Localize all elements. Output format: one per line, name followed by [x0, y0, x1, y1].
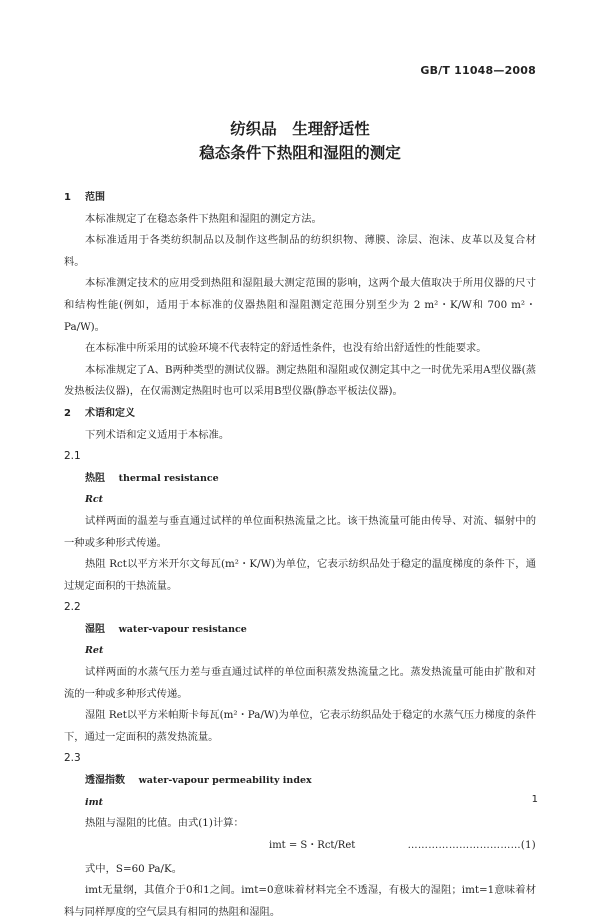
term-english: water-vapour resistance: [118, 623, 247, 635]
term-english: thermal resistance: [118, 472, 219, 484]
term-symbol: Rct: [85, 494, 104, 506]
section-number: 2: [64, 407, 71, 419]
term-symbol: Ret: [85, 645, 104, 657]
term-chinese: 热阻: [85, 472, 105, 484]
section-1-heading: [64, 187, 536, 209]
term-definition: 试样两面的水蒸气压力差与垂直通过试样的单位面积蒸发热流量之比。蒸发热流量可能由扩散和对流的一种或多种形式传递。: [64, 666, 536, 700]
scope-paragraph-2: 本标准适用于各类纺织制品以及制作这些制品的纺织织物、薄膜、涂层、泡沫、皮革以及复合材料。: [64, 234, 536, 268]
section-2-heading: [64, 403, 536, 425]
term-heading: [64, 619, 536, 641]
term-heading: [64, 770, 536, 792]
term-heading: [64, 468, 536, 490]
section-title: 术语和定义: [85, 407, 135, 419]
clause-number: 2.3: [64, 752, 81, 765]
formula-expression: imt = S・Rct/Ret: [269, 839, 356, 851]
section-title: 范围: [85, 192, 105, 203]
term-english: water-vapour permeability index: [138, 775, 312, 787]
term-definition: 热阻与湿阻的比值。由式(1)计算：: [85, 817, 244, 830]
title-line-2: 稳态条件下热阻和湿阻的测定: [199, 144, 401, 162]
clause-number: 2.1: [64, 450, 81, 463]
equation-number: ……………………………(1): [407, 839, 536, 851]
formula-where: 式中，S=60 Pa/K。: [85, 862, 183, 875]
term-note: imt无量纲，其值介于0和1之间。imt=0意味着材料完全不透湿，有极大的湿阻；imt=1意味着材料与同样厚度的空气层具有相同的热阻和湿阻。: [64, 884, 536, 918]
term-definition: 试样两面的温差与垂直通过试样的单位面积热流量之比。该干热流量可能由传导、对流、辐射中的一种或多种形式传递。: [64, 514, 536, 549]
document-body: [64, 187, 536, 924]
title-line-1: 纺织品 生理舒适性: [230, 120, 370, 138]
term-symbol: imt: [85, 796, 104, 808]
term-chinese: 透湿指数: [85, 775, 125, 787]
term-chinese: 湿阻: [85, 623, 105, 635]
scope-paragraph-1: 本标准规定了在稳态条件下热阻和湿阻的测定方法。: [85, 212, 322, 225]
section-number: 1: [64, 192, 71, 203]
scope-paragraph-3: 本标准测定技术的应用受到热阻和湿阻最大测定范围的影响，这两个最大值取决于所用仪器的尺寸和结构性能(例如，适用于本标准的仪器热阻和湿阻测定范围分别至少为 2 m²・K/W和 700 m²・Pa/W)。: [64, 277, 536, 333]
terms-intro: 下列术语和定义适用于本标准。: [85, 428, 230, 441]
formula-block: [64, 835, 536, 859]
document-title: [0, 117, 600, 165]
page-number: 1: [531, 794, 538, 805]
scope-paragraph-5: 本标准规定了A、B两种类型的测试仪器。测定热阻和湿阻或仅测定其中之一时优先采用A型仪器(蒸发热板法仪器)，在仅需测定热阻时也可以采用B型仪器(静态平板法仪器)。: [64, 363, 536, 398]
standard-number: GB/T 11048—2008: [420, 64, 536, 77]
clause-number: 2.2: [64, 601, 81, 614]
scope-paragraph-4: 在本标准中所采用的试验环境不代表特定的舒适性条件，也没有给出舒适性的性能要求。: [85, 342, 487, 355]
term-note: 热阻 Rct以平方米开尔文每瓦(m²・K/W)为单位，它表示纺织品处于稳定的温度梯度的条件下，通过规定面积的干热流量。: [64, 558, 536, 592]
term-note: 湿阻 Ret以平方米帕斯卡每瓦(m²・Pa/W)为单位，它表示纺织品处于稳定的水蒸气压力梯度的条件下，通过一定面积的蒸发热流量。: [64, 709, 536, 743]
